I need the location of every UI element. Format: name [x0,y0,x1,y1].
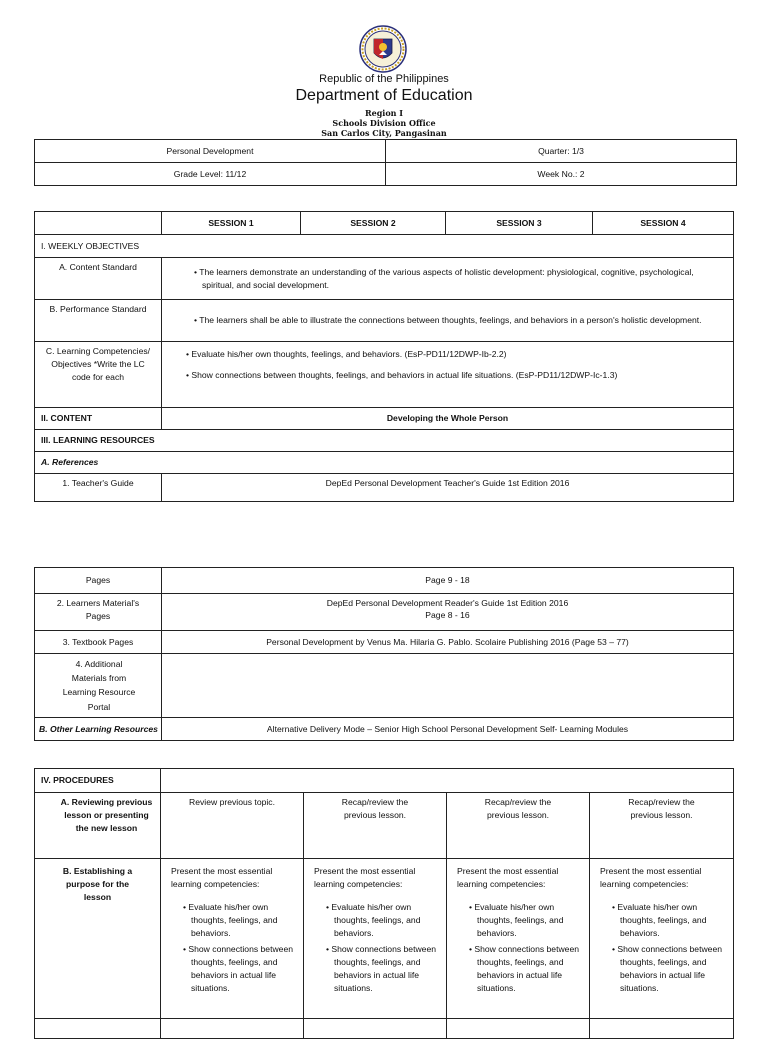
lc-item-2: • Show connections between thoughts, feelings, and behaviors in actual life situations. (EsP-PD11/12DWP-Ic-1.3) [186,369,618,380]
learners-materials-label: 2. Learners Material's Pages [35,594,162,631]
lc-item-1: • Evaluate his/her own thoughts, feelings, and behaviors. (EsP-PD11/12DWP-Ib-2.2) [186,349,507,359]
session-4-review: Recap/review the previous lesson. [590,793,734,859]
session-3-header: SESSION 3 [446,212,593,235]
content-value: Developing the Whole Person [162,408,734,430]
session-4-purpose-bullet-2: • Show connections between thoughts, feelings, and behaviors in actual life situations. [612,944,723,994]
reviewing-lesson-label: A. Reviewing previous lesson or presenting the new lesson [35,793,161,859]
session-3-purpose-bullet-1: • Evaluate his/her own thoughts, feelings, and behaviors. [469,901,564,938]
performance-standard-text: • The learners shall be able to illustrate the connections between thoughts, feelings, and behaviors in a person's holistic development. [194,315,702,326]
additional-materials-value [162,654,734,718]
session-4-purpose-bullet-1: • Evaluate his/her own thoughts, feelings, and behaviors. [612,901,707,938]
performance-standard-label: B. Performance Standard [35,300,162,342]
session-4-purpose-intro: Present the most essential learning competencies: [600,866,702,889]
procedures-heading: IV. PROCEDURES [35,769,161,793]
next-row-cell [447,1019,590,1039]
region-label: Region I [364,108,404,118]
learners-materials-line-2: Page 8 - 16 [425,610,470,621]
learning-resources-heading: III. LEARNING RESOURCES [35,430,734,452]
session-1-purpose-bullet-2: • Show connections between thoughts, feelings, and behaviors in actual life situations. [183,944,294,994]
subject-cell: Personal Development [35,140,386,163]
session-3-purpose-intro: Present the most essential learning competencies: [457,866,559,889]
textbook-pages-label: 3. Textbook Pages [35,631,162,654]
additional-materials-label: 4. Additional Materials from Learning Resource Portal [35,654,162,718]
session-2-review: Recap/review the previous lesson. [304,793,447,859]
content-standard-text: • The learners demonstrate an understanding of the various aspects of holistic development: physiological, cognitive, psychological, spiritual, and social development. [194,266,694,290]
pages-label: Pages [35,568,162,594]
session-2-purpose-bullet-1: • Evaluate his/her own thoughts, feelings, and behaviors. [326,901,421,938]
other-resources-value: Alternative Delivery Mode – Senior High School Personal Development Self- Learning Modules [162,718,734,741]
session-1-header: SESSION 1 [162,212,301,235]
grade-level-cell: Grade Level: 11/12 [35,163,386,186]
session-1-purpose-bullet-1: • Evaluate his/her own thoughts, feelings, and behaviors. [183,901,278,938]
session-4-header: SESSION 4 [593,212,734,235]
session-3-purpose-bullet-2: • Show connections between thoughts, feelings, and behaviors in actual life situations. [469,944,580,994]
pages-value: Page 9 - 18 [162,568,734,594]
teachers-guide-value: DepEd Personal Development Teacher's Guide 1st Edition 2016 [162,474,734,502]
procedures-heading-blank [161,769,734,793]
weekly-objectives-heading: I. WEEKLY OBJECTIVES [35,235,734,258]
quarter-cell: Quarter: 1/3 [386,140,737,163]
learning-competencies-label: C. Learning Competencies/ Objectives *Write the LC code for each [35,342,162,408]
city-label: San Carlos City, Pangasinan [321,128,447,138]
teachers-guide-label: 1. Teacher's Guide [35,474,162,502]
content-label: II. CONTENT [35,408,162,430]
week-cell: Week No.: 2 [386,163,737,186]
content-standard-label: A. Content Standard [35,258,162,300]
session-1-review: Review previous topic. [161,793,304,859]
other-resources-label: B. Other Learning Resources [35,718,162,741]
lesson-plan-table-2 [34,567,734,741]
session-3-review: Recap/review the previous lesson. [447,793,590,859]
establishing-purpose-label: B. Establishing a purpose for the lesson [35,859,161,1019]
next-row-cell [161,1019,304,1039]
next-row-cell [35,1019,161,1039]
republic-label: Republic of the Philippines [319,73,449,85]
references-heading: A. References [35,452,734,474]
lesson-plan-table-1 [34,211,734,502]
next-row-cell [304,1019,447,1039]
info-table [34,139,737,186]
division-label: Schools Division Office [332,118,436,128]
session-1-purpose-intro: Present the most essential learning competencies: [171,866,273,889]
blank-header-cell [35,212,162,235]
session-2-purpose-intro: Present the most essential learning competencies: [314,866,416,889]
session-2-header: SESSION 2 [301,212,446,235]
procedures-table [34,768,734,1039]
department-title: Department of Education [295,87,473,104]
textbook-pages-value: Personal Development by Venus Ma. Hilaria G. Pablo. Scolaire Publishing 2016 (Page 53 – 77) [162,631,734,654]
learners-materials-line-1: DepEd Personal Development Reader's Guide 1st Edition 2016 [326,598,569,608]
deped-seal-logo [357,25,409,73]
session-2-purpose-bullet-2: • Show connections between thoughts, feelings, and behaviors in actual life situations. [326,944,437,994]
next-row-cell [590,1019,734,1039]
